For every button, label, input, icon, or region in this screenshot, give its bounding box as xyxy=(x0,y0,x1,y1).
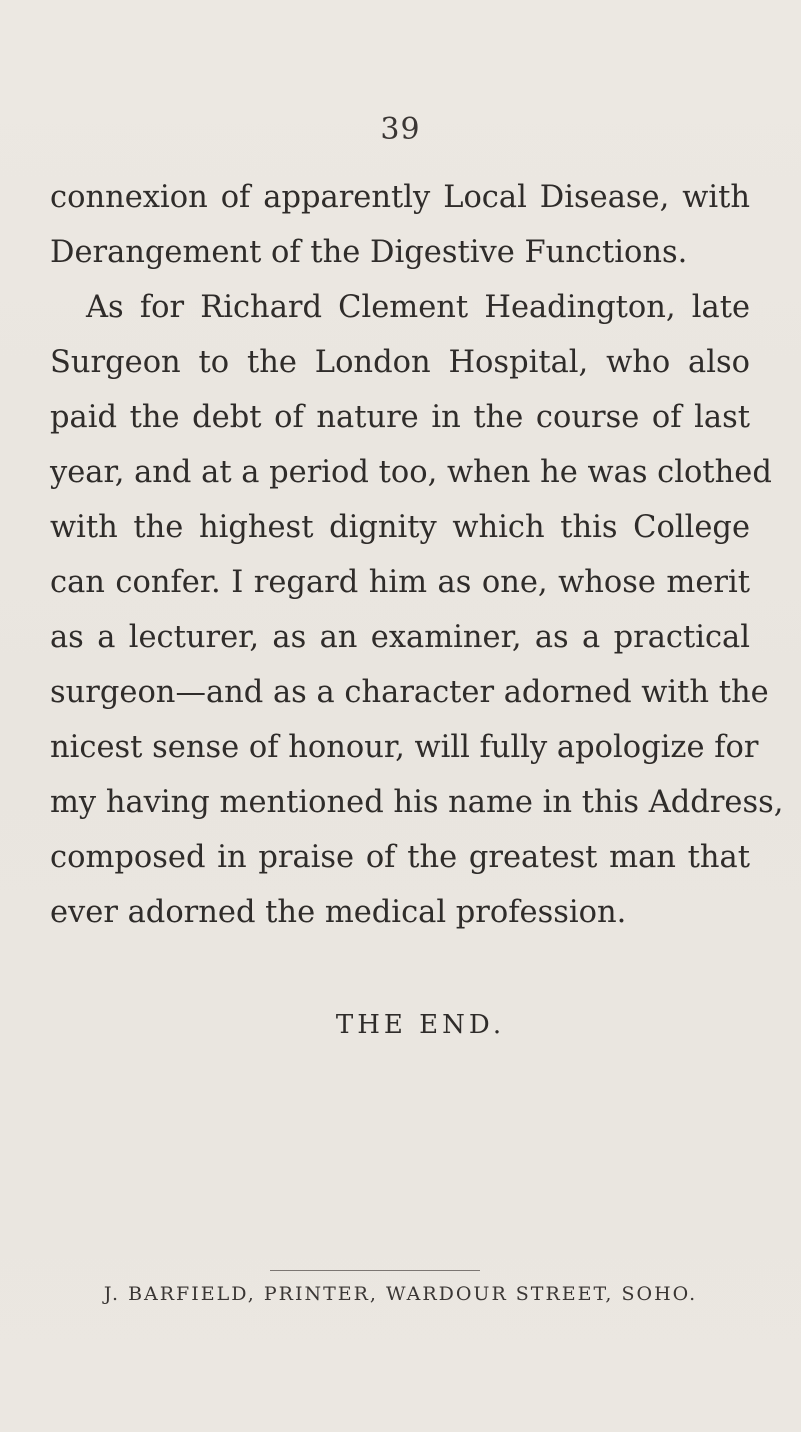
text-line: paid the debt of nature in the course of last xyxy=(50,400,750,435)
text-line: with the highest dignity which this College xyxy=(50,510,750,545)
text-line: Derangement of the Digestive Functions. xyxy=(50,235,688,270)
text-line: nicest sense of honour, will fully apologize for xyxy=(50,730,759,765)
text-line: ever adorned the medical profession. xyxy=(50,895,627,930)
text-line: my having mentioned his name in this Address, xyxy=(50,785,784,820)
text-line: connexion of apparently Local Disease, with xyxy=(50,180,750,215)
imprint-divider xyxy=(270,1270,480,1271)
text-line: composed in praise of the greatest man that xyxy=(50,840,750,875)
text-line: surgeon—and as a character adorned with the xyxy=(50,675,769,710)
text-line: as a lecturer, as an examiner, as a practical xyxy=(50,620,750,655)
text-line: year, and at a period too, when he was clothed xyxy=(50,455,772,490)
text-line: Surgeon to the London Hospital, who also xyxy=(50,345,750,380)
printer-imprint: J. BARFIELD, PRINTER, WARDOUR STREET, SOHO. xyxy=(103,1283,698,1305)
text-line: As for Richard Clement Headington, late xyxy=(86,290,750,325)
end-mark: THE END. xyxy=(335,1010,506,1040)
page-number: 39 xyxy=(380,112,421,147)
text-line: can confer. I regard him as one, whose merit xyxy=(50,565,750,600)
